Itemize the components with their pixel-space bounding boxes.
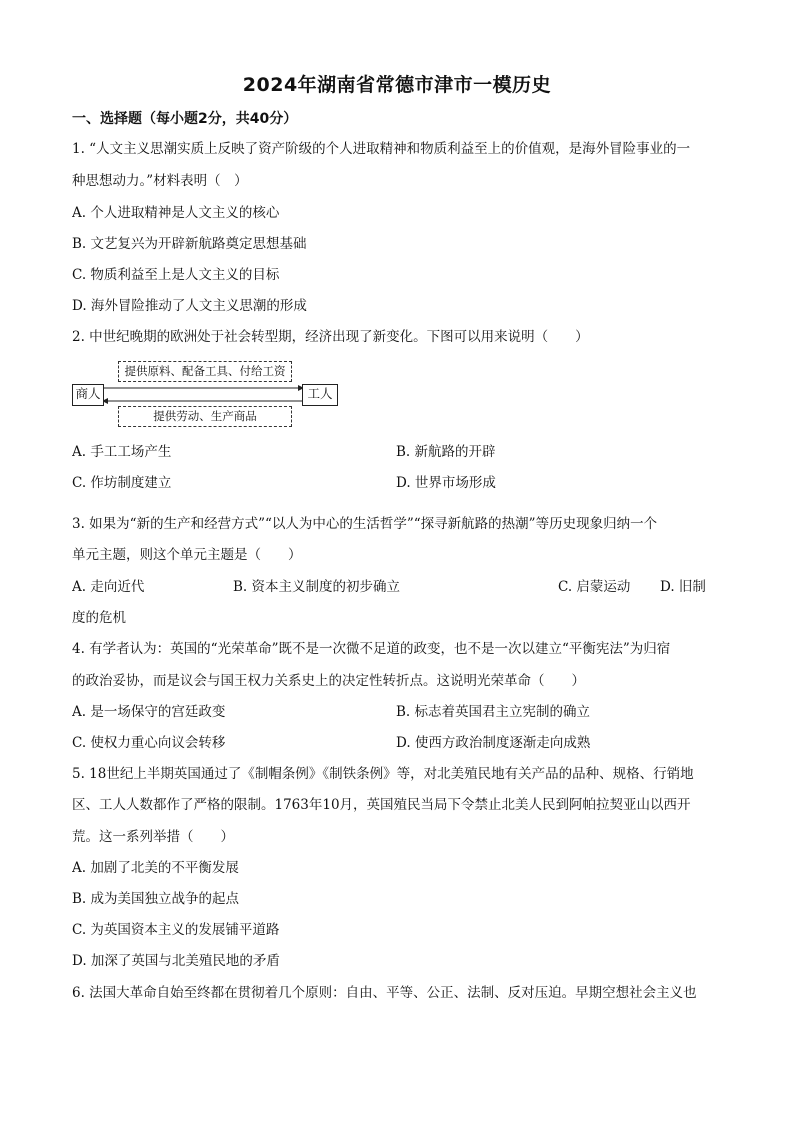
q3-option-c: C. 启蒙运动 <box>558 579 631 595</box>
q2-stem-line-1: 2. 中世纪晚期的欧洲处于社会转型期，经济出现了新变化。下图可以用来说明（ ） <box>72 329 589 345</box>
q4-option-b: B. 标志着英国君主立宪制的确立 <box>396 704 591 720</box>
q4-option-a: A. 是一场保守的宫廷政变 <box>72 704 226 720</box>
q3-option-b: B. 资本主义制度的初步确立 <box>233 579 401 595</box>
q3-stem-line-2: 单元主题，则这个单元主题是（ ） <box>72 547 302 563</box>
q3-option-d: D. 旧制 <box>660 579 706 595</box>
q5-stem-line-2: 区、工人人数都作了严格的限制。1763年10月，英国殖民当局下令禁止北美人民到阿帕拉契亚山以西开 <box>72 797 691 813</box>
q5-option-b: B. 成为美国独立战争的起点 <box>72 891 240 907</box>
q5-option-a: A. 加剧了北美的不平衡发展 <box>72 860 239 876</box>
section-heading: 一、选择题（每小题2分，共40分） <box>72 111 298 127</box>
merchant-box: 商人 <box>72 384 104 406</box>
q4-option-c: C. 使权力重心向议会转移 <box>72 735 226 751</box>
q3-stem-line-1: 3. 如果为“新的生产和经营方式”“以人为中心的生活哲学”“探寻新航路的热潮”等历史现象归纳一个 <box>72 516 658 532</box>
q1-option-c: C. 物质利益至上是人文主义的目标 <box>72 267 280 283</box>
page-title: 2024年湖南省常德市津市一模历史 <box>242 74 552 96</box>
q5-option-c: C. 为英国资本主义的发展铺平道路 <box>72 922 280 938</box>
q2-option-a: A. 手工工场产生 <box>72 444 172 460</box>
q4-stem-line-2: 的政治妥协，而是议会与国王权力关系史上的决定性转折点。这说明光荣革命（ ） <box>72 673 585 689</box>
merchant-worker-diagram <box>72 360 342 428</box>
q1-stem-line-1: 1. “人文主义思潮实质上反映了资产阶级的个人进取精神和物质利益至上的价值观，是海外冒险事业的一 <box>72 141 691 157</box>
q1-option-d: D. 海外冒险推动了人文主义思潮的形成 <box>72 298 307 314</box>
q5-stem-line-3: 荒。这一系列举措（ ） <box>72 829 234 845</box>
q5-option-d: D. 加深了英国与北美殖民地的矛盾 <box>72 953 280 969</box>
q2-option-d: D. 世界市场形成 <box>396 475 496 491</box>
q6-stem-line-1: 6. 法国大革命自始至终都在贯彻着几个原则：自由、平等、公正、法制、反对压迫。早期空想社会主义也 <box>72 985 697 1001</box>
q4-stem-line-1: 4. 有学者认为：英国的“光荣革命”既不是一次微不足道的政变，也不是一次以建立“平衡宪法”为归宿 <box>72 641 671 657</box>
top-label-box: 提供原料、配备工具、付给工资 <box>118 361 292 382</box>
q1-stem-line-2: 种思想动力。”材料表明（ ） <box>72 173 248 189</box>
q2-option-b: B. 新航路的开辟 <box>396 444 496 460</box>
q1-option-a: A. 个人进取精神是人文主义的核心 <box>72 205 280 221</box>
q3-option-a: A. 走向近代 <box>72 579 145 595</box>
q1-option-b: B. 文艺复兴为开辟新航路奠定思想基础 <box>72 236 307 252</box>
bottom-label-box: 提供劳动、生产商品 <box>118 406 292 427</box>
q5-stem-line-1: 5. 18世纪上半期英国通过了《制帽条例》《制铁条例》等，对北美殖民地有关产品的品种、规格、行销地 <box>72 766 694 782</box>
q3-option-d-cont: 度的危机 <box>72 610 126 626</box>
q2-option-c: C. 作坊制度建立 <box>72 475 172 491</box>
worker-box: 工人 <box>302 384 338 406</box>
q4-option-d: D. 使西方政治制度逐渐走向成熟 <box>396 735 591 751</box>
